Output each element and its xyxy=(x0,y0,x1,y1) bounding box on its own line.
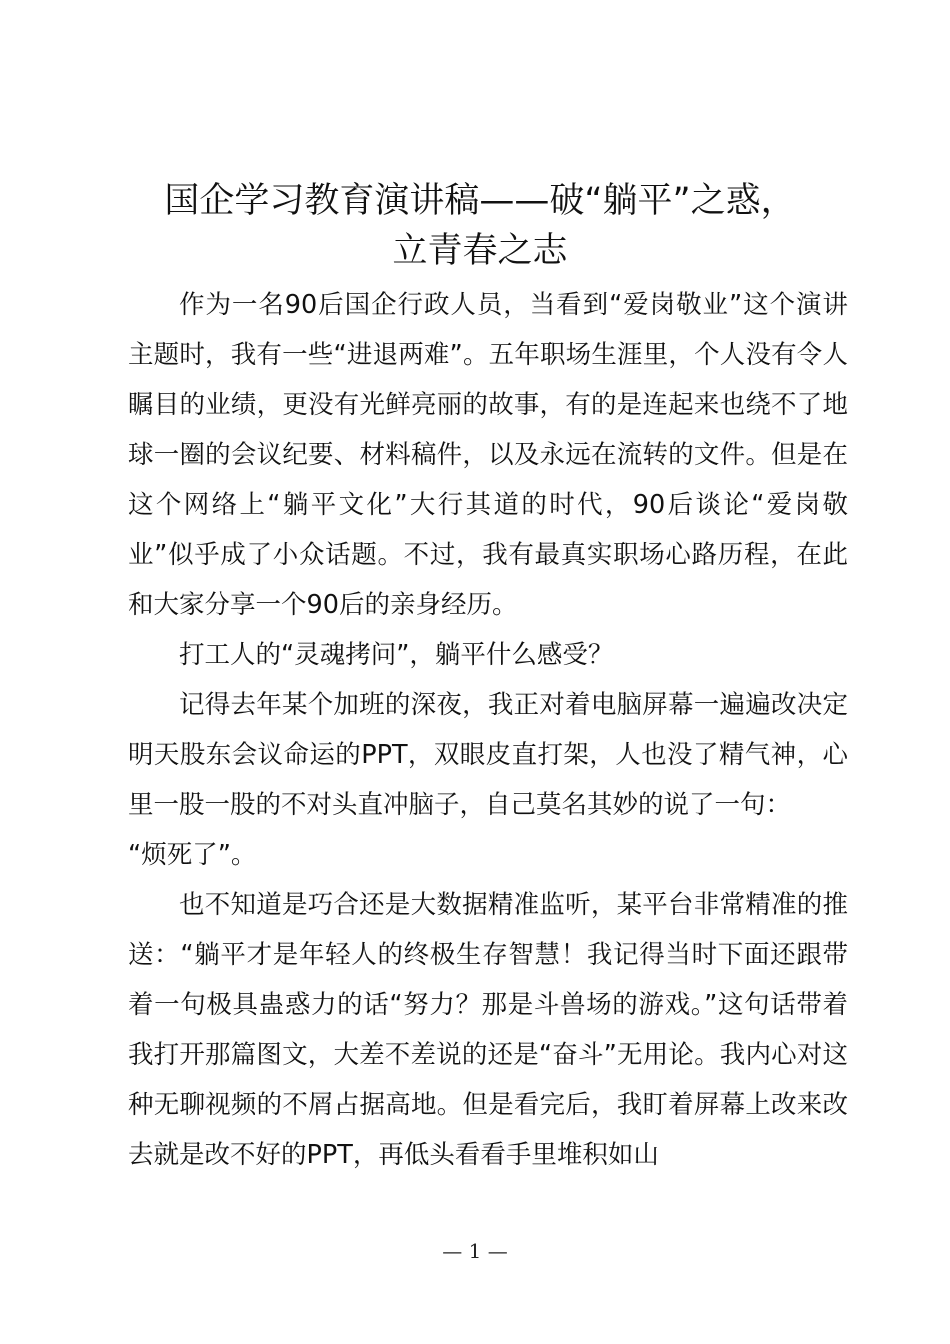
paragraph-intro: 作为一名90后国企行政人员，当看到“爱岗敬业”这个演讲主题时，我有一些“进退两难”。五年职场生涯里，个人没有令人瞩目的业绩，更没有光鲜亮丽的故事，有的是连起来也绕不了地球一圈的会议纪要、材料稿件，以及永远在流转的文件。但是在这个网络上“躺平文化”大行其道的时代，90后谈论“爱岗敬业”似乎成了小众话题。不过，我有最真实职场心路历程，在此和大家分享一个90后的亲身经历。 xyxy=(128,290,848,620)
paragraph-subheading: 打工人的“灵魂拷问”，躺平什么感受？ xyxy=(179,640,614,670)
title-line-2: 立青春之志 xyxy=(392,231,568,271)
paragraph-continuation: 也不知道是巧合还是大数据精准监听，某平台非常精准的推送：“躺平才是年轻人的终极生存智慧！我记得当时下面还跟带着一句极具蛊惑力的话“努力？那是斗兽场的游戏。”这句话带着我打开那篇图文，大差不差说的还是“奋斗”无用论。我内心对这种无聊视频的不屑占据高地。但是看完后，我盯着屏幕上改来改去就是改不好的PPT，再低头看看手里堆积如山 xyxy=(128,890,848,1170)
document-title xyxy=(100,176,860,276)
page-number: — 1 — xyxy=(442,1239,508,1263)
title-line-1: 国企学习教育演讲稿——破“躺平”之惑， xyxy=(164,181,796,221)
paragraph-quote: “烦死了”。 xyxy=(128,840,257,870)
document-body xyxy=(128,280,848,1180)
paragraph-story: 记得去年某个加班的深夜，我正对着电脑屏幕一遍遍改决定明天股东会议命运的PPT，双眼皮直打架，人也没了精气神，心里一股一股的不对头直冲脑子，自己莫名其妙的说了一句： xyxy=(128,690,848,820)
